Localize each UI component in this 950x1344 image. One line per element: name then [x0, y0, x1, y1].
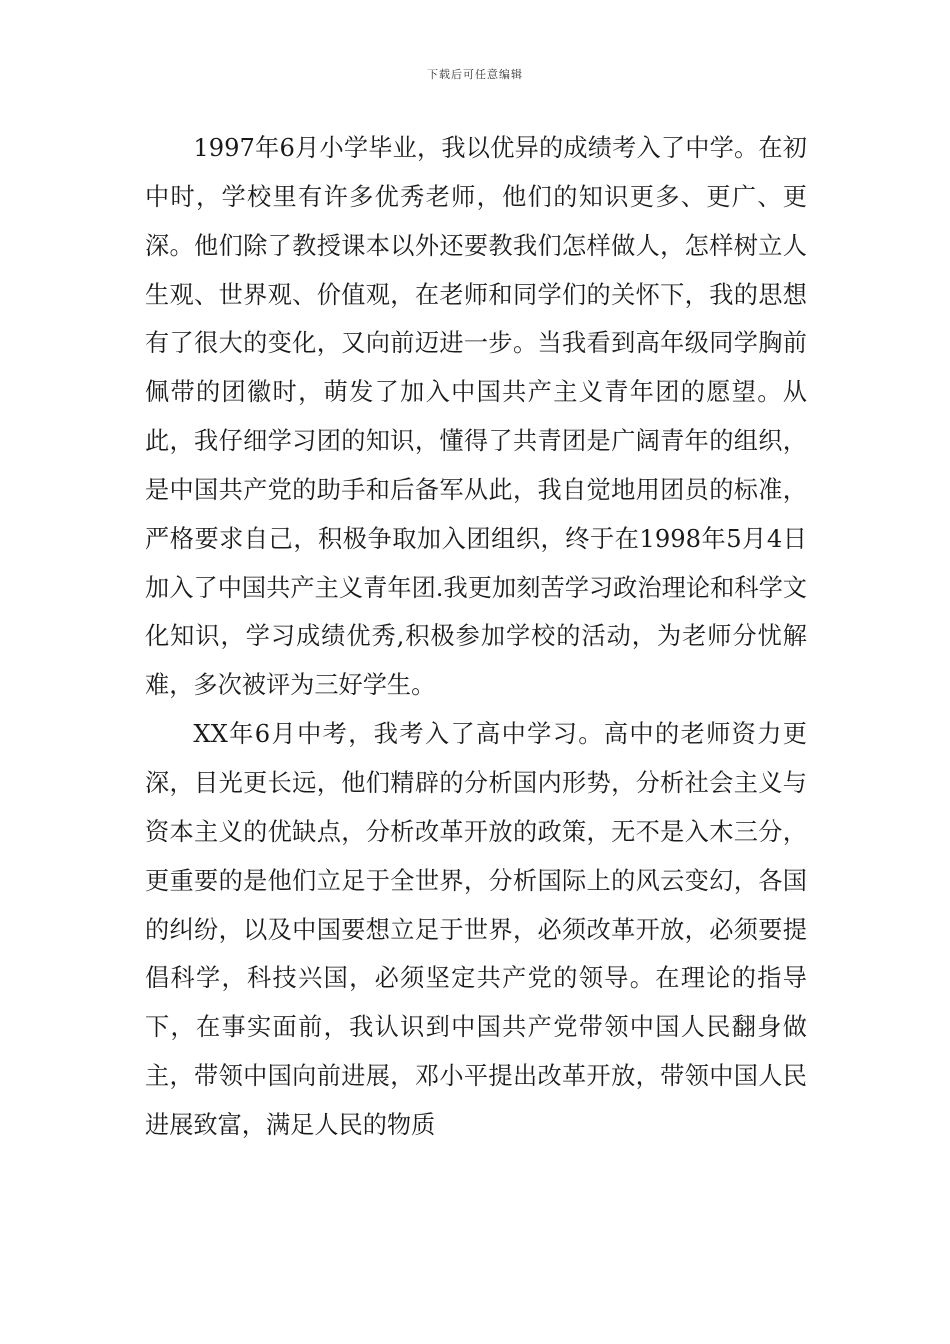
page-header-note: 下载后可任意编辑: [427, 68, 523, 81]
paragraph-2: XX年6月中考，我考入了高中学习。高中的老师资力更深，目光更长远，他们精辟的分析国内形势，分析社会主义与资本主义的优缺点，分析改革开放的政策，无不是入木三分，更重要的是他们立足于全世界，分析国际上的风云变幻，各国的纠纷，以及中国要想立足于世界，必须改革开放，必须要提倡科学，科技兴国，必须坚定共产党的领导。在理论的指导下，在事实面前，我认识到中国共产党带领中国人民翻身做主，带领中国向前进展，邓小平提出改革开放，带领中国人民进展致富，满足人民的物质: [145, 720, 807, 1139]
document-body: [145, 124, 807, 1150]
paragraph-1: 1997年6月小学毕业，我以优异的成绩考入了中学。在初中时，学校里有许多优秀老师，他们的知识更多、更广、更深。他们除了教授课本以外还要教我们怎样做人，怎样树立人生观、世界观、价值观，在老师和同学们的关怀下，我的思想有了很大的变化，又向前迈进一步。当我看到高年级同学胸前佩带的团徽时，萌发了加入中国共产主义青年团的愿望。从此，我仔细学习团的知识，懂得了共青团是广阔青年的组织，是中国共产党的助手和后备军从此，我自觉地用团员的标准，严格要求自己，积极争取加入团组织，终于在1998年5月4日加入了中国共产主义青年团.我更加刻苦学习政治理论和科学文化知识，学习成绩优秀,积极参加学校的活动，为老师分忧解难，多次被评为三好学生。: [145, 134, 807, 700]
